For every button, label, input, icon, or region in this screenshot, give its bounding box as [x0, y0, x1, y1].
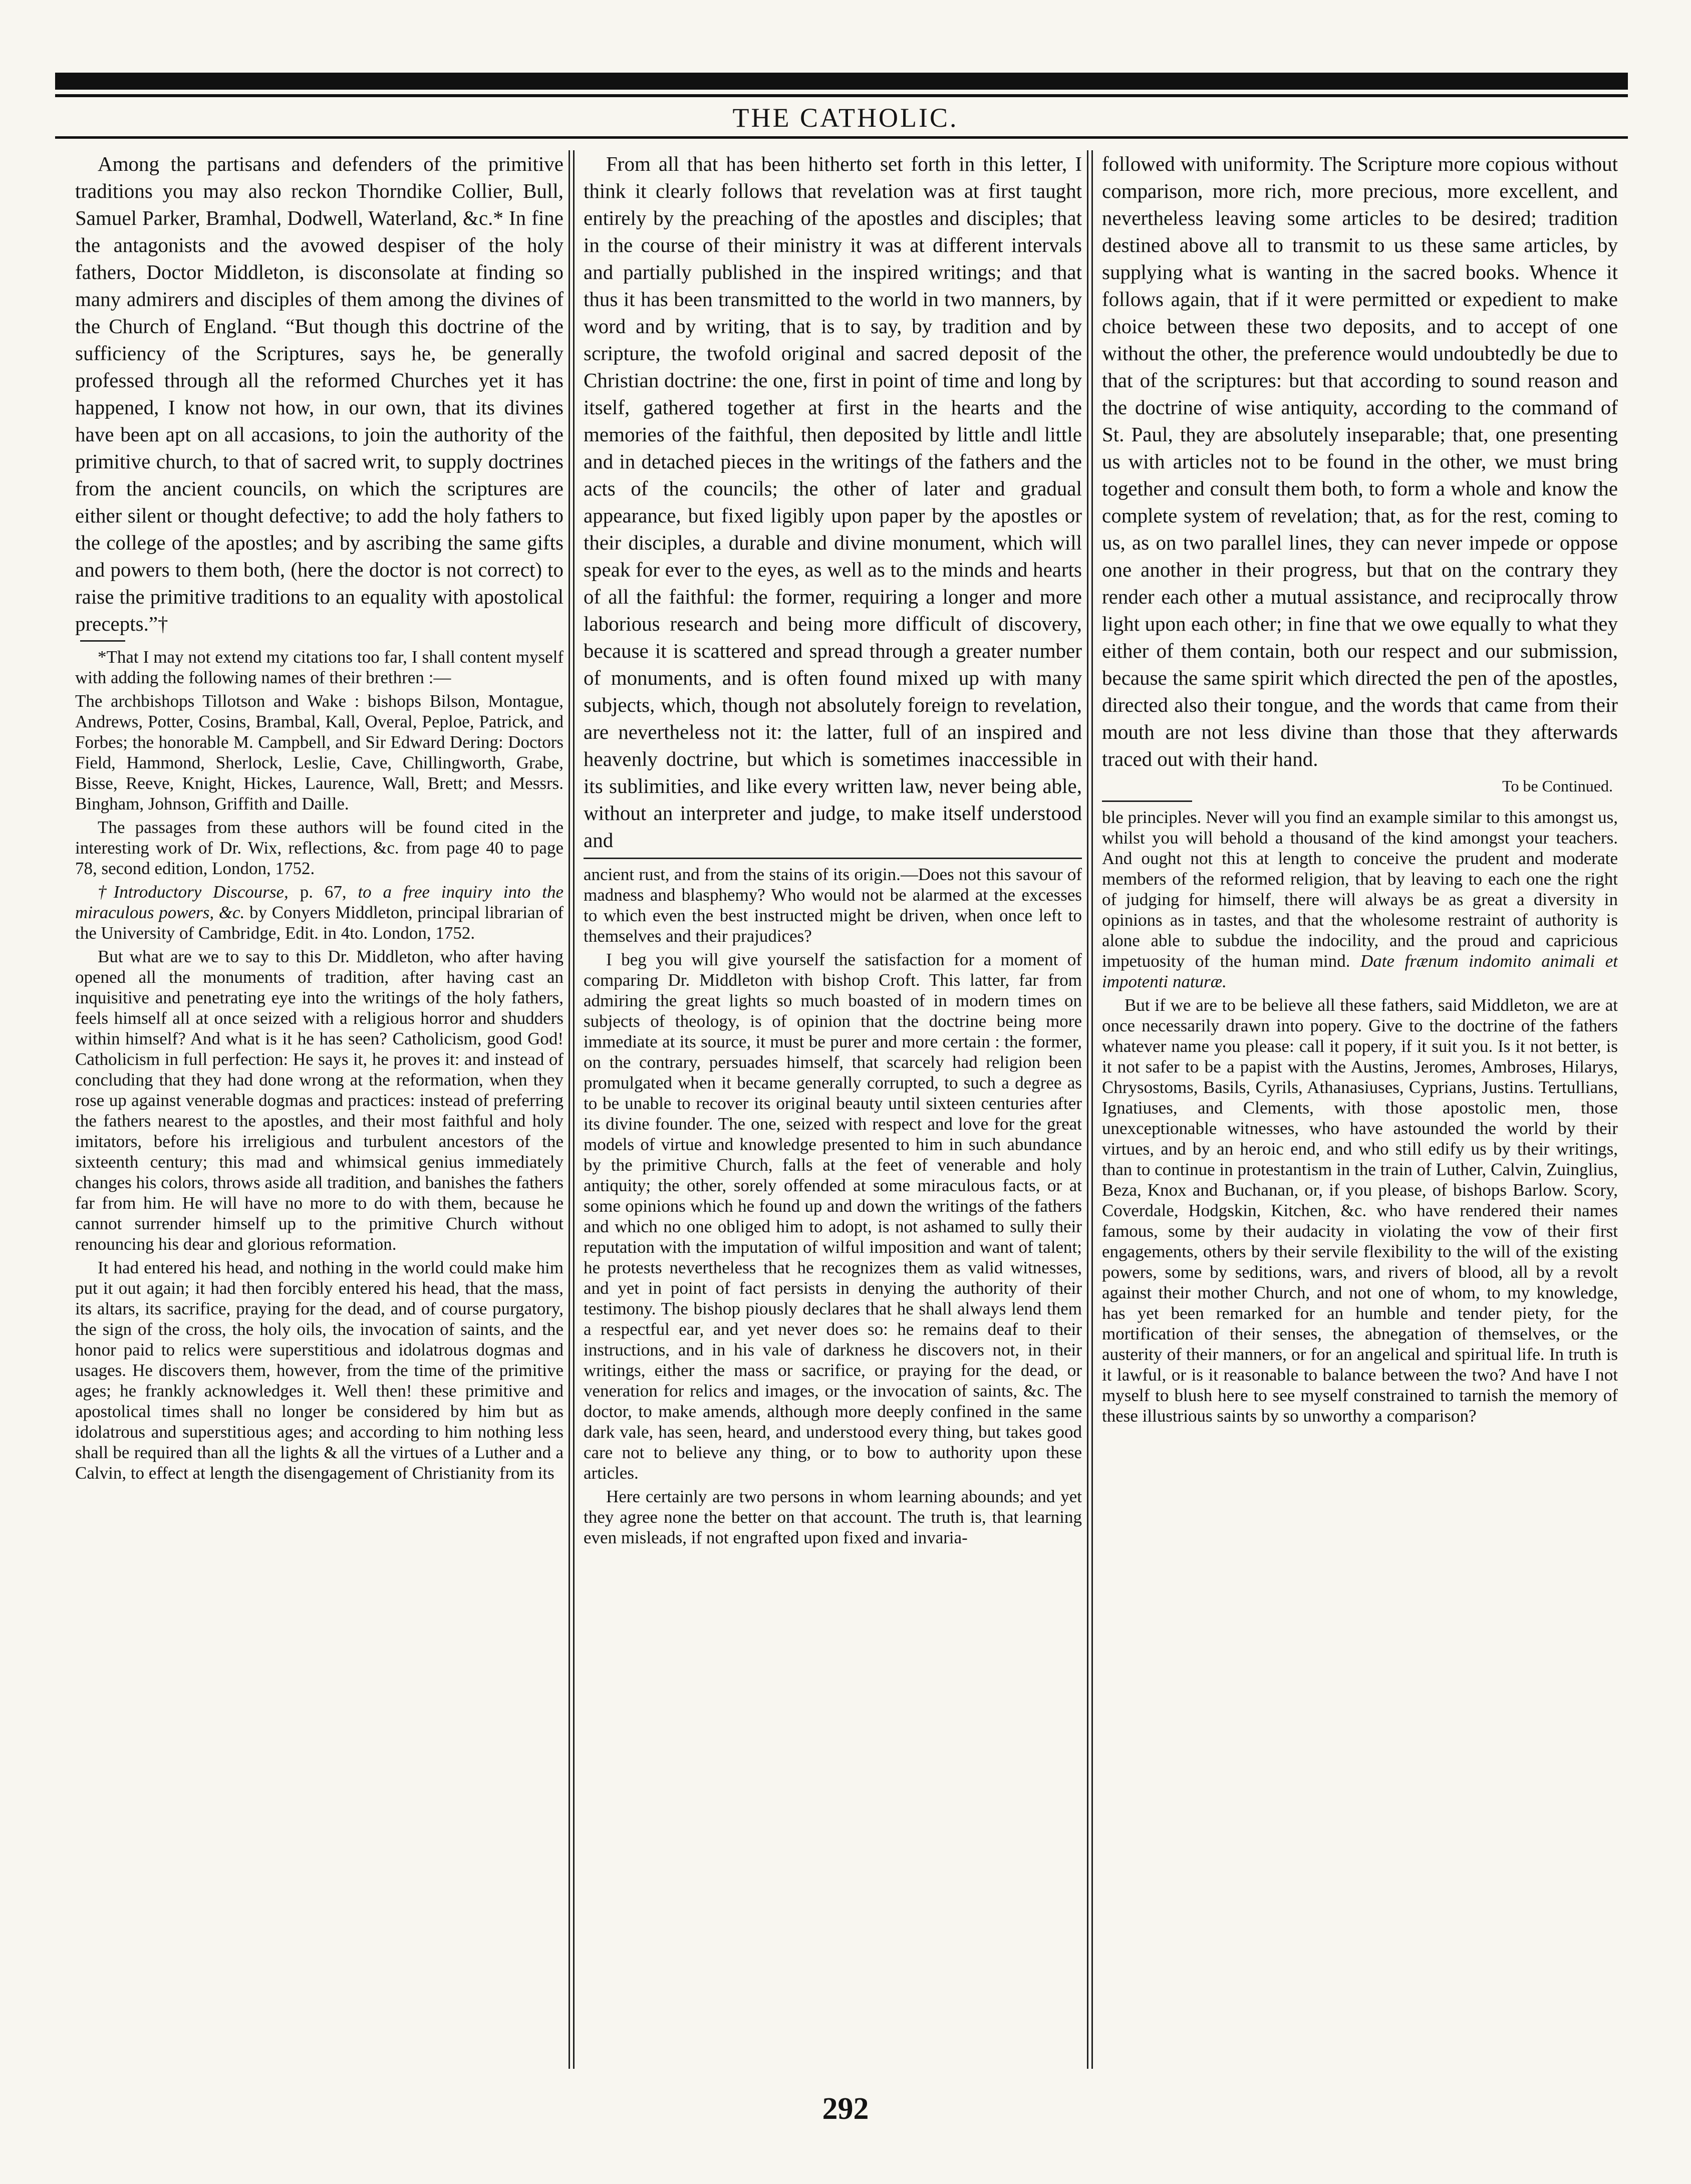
footnote-page-ref: p. 67, — [288, 882, 358, 902]
column-separator-right — [1087, 150, 1093, 2069]
col3-paragraph-3: But if we are to be believe all these fathers, said Middleton, we are at once necessarily drawn into popery. Give to the doctrine of the fathers whatever name you please: call it popery, if it suit you. Is it not better, is it not safer to be a papist with the Austins, Jeromes, Ambroses, Hilarys, Chrysostoms, Basils, Cyrils, Athanasiuses, Cyprians, Justins. Tertullians, Ignatiuses, and Clements, with those apostolic men, those unexceptionable witnesses, who have astounded the world by their virtues, and by an heroic end, and who still edify us by their writings, than to continue in protestantism in the train of Luther, Calvin, Zuinglius, Beza, Knox and Buchanan, or, if you please, of bishops Barlow. Scory, Coverdale, Hodgskin, Kitchen, &c. who have rendered their names famous, some by their audacity in violating the vow of their first engagements, others by their servile flexibility to the will of the existing powers, some by seditions, wars, and rivers of blood, all by a revolt against their mother Church, and not one of whom, to my knowledge, has yet been remarked for an humble and tender piety, for the mortification of their senses, the abnegation of themselves, or the austerity of their manners, or for an angelical and spiritual life. In truth is it lawful, or is it reasonable to balance between the two? And have I not myself to blush here to see myself constrained to tarnish the memory of these illustrious saints by so unworthy a comparison? — [1102, 995, 1618, 1426]
col2-paragraph-4: Here certainly are two persons in whom learning abounds; and yet they agree none the better on that account. The truth is, that learning even misleads, if not engrafted upon fixed and invaria- — [584, 1487, 1082, 1547]
to-be-continued: To be Continued. — [1502, 777, 1613, 795]
col3-paragraph-2 — [1102, 807, 1618, 992]
col1-paragraph-3: It had entered his head, and nothing in the world could make him put it out again; it had then forcibly entered his head, that the mass, its altars, its sacrifice, praying for the dead, and of course purgatory, the sign of the cross, the holy oils, the invocation of saints, and the honor paid to relics were superstitious and idolatrous dogmas and usages. He discovers them, however, from the time of the primitive ages; he frankly acknowledges it. Well then! these primitive and apostolical times shall no longer be considered by him but as idolatrous and superstitious ages; and according to him nothing less shall be required than all the lights & all the virtues of a Luther and a Calvin, to effect at length the disengagement of Christianity from its — [75, 1258, 563, 1483]
col2-paragraph-2: ancient rust, and from the stains of its origin.—Does not this savour of madness and blasphemy? Who would not be alarmed at the excesses to which even the best instructed might be driven, when once left to themselves and their prajudices? — [584, 865, 1082, 946]
footnote-subtitle-italic: to a free inquiry into the miraculous powers, &c. — [75, 882, 563, 922]
col3-section-rule — [1102, 800, 1192, 802]
masthead-under-rule — [55, 136, 1628, 139]
footnote-rest: by Conyers Middleton, principal librarian of the University of Cambridge, Edit. in 4to. London, 1752. — [75, 903, 563, 943]
column-separator-left — [569, 150, 575, 2069]
footnote-title-italic: †Introductory Discourse, — [98, 882, 289, 902]
col1-footnote-3: The passages from these authors will be found cited in the interesting work of Dr. Wix, reflections, &c. from page 40 to page 78, second edition, London, 1752. — [75, 817, 563, 878]
column-middle — [584, 150, 1082, 2079]
col2-section-rule — [584, 858, 1082, 859]
masthead-thin-rule — [55, 94, 1628, 97]
col3-paragraph-1: followed with uniformity. The Scripture more copious without comparison, more rich, more precious, more excellent, and nevertheless leaving some articles to be desired; tradition destined above all to transmit to us these same articles, by supplying what is wanting in the sacred books. Whence it follows again, that if it were permitted or expedient to make choice between these two deposits, and to accept of one without the other, the preference would undoubtedly be due to that of the scriptures: but that according to sound reason and the doctrine of wise antiquity, according to the command of St. Paul, they are absolutely inseparable; that, one presenting us with articles not to be found in the other, we must bring together and consult them both, to form a whole and know the complete system of revelation; that, as for the rest, coming to us, as on two parallel lines, they can never impede or oppose one another in their progress, but that on the contrary they render each other a mutual assistance, and reciprocally throw light upon each other; in fine that we owe equally to what they either of them contain, both our respect and our submission, because the same spirit which directed the pen of the apostles, directed also their tongue, and the words that came from their mouth are not less divine than those that they afterwards traced out with their hand. — [1102, 152, 1618, 770]
col1-paragraph-2: But what are we to say to this Dr. Middleton, who after having opened all the monuments of tradition, after having cast an inquisitive and penetrating eye into the writings of the holy fathers, feels himself all at once seized with a religious horror and shudders within himself? And what is it he has seen? Catholicism, good God! Catholicism in full perfection: He says it, he proves it: and instead of concluding that they had done wrong at the reformation, when they rose up against venerable dogmas and practices: instead of preferring the fathers nearest to the apostles, and their most faithful and holy imitators, before his irreligious and turbulent ancestors of the sixteenth century; this mad and whimsical genius immediately changes his colors, throws aside all tradition, and banishes the fathers far from him. He will have no more to do with them, because he cannot surrender himself up to the primitive Church without renouncing his dear and glorious reformation. — [75, 947, 563, 1254]
masthead-thick-rule — [55, 73, 1628, 90]
page-number: 292 — [822, 2092, 869, 2126]
col3-paragraph-2-text: ble principles. Never will you find an example similar to this amongst us, whilst you will behold a thousand of the kind amongst your teachers. And ought not this at length to conceive the prudent and moderate members of the reformed religion, that by leaving to each one the right of judging for himself, there will always be as great a diversity in opinions as in tastes, and that the wholesome restraint of authority is alone able to subdue the indocility, and the proud and capricious impetuosity of the human mind. — [1102, 807, 1618, 971]
col1-paragraph-1: Among the partisans and defenders of the primitive traditions you may also reckon Thorndike Collier, Bull, Samuel Parker, Bramhal, Dodwell, Waterland, &c.* In fine the antagonists and the avowed despiser of the holy fathers, Doctor Middleton, is disconsolate at finding so many admirers and disciples of them among the divines of the Church of England. “But though this doctrine of the sufficiency of the Scriptures, says he, be generally professed through all the reformed Churches yet it has happened, I know not how, in our own, that its divines have been apt on all accasions, to join the authority of the primitive church, to that of sacred writ, to supply doctrines from the ancient councils, on which the scriptures are either silent or thought defective; to add the holy fathers to the college of the apostles; and by ascribing the same gifts and powers to them both, (here the doctor is not correct) to raise the primitive traditions to an equality with apostolical precepts.”† — [75, 152, 563, 635]
footnote-rule — [80, 640, 125, 642]
masthead-title: THE CATHOLIC. — [732, 103, 959, 133]
col2-paragraph-3: I beg you will give yourself the satisfaction for a moment of comparing Dr. Middleton with bishop Croft. This latter, far from admiring the great lights so much boasted of in modern times on subjects of theology, is of opinion that the doctrine being more immediate at its source, it must be purer and more certain : the former, on the contrary, persuades himself, that scarcely had religion been promulgated when it became generally corrupted, to such a degree as to be unable to recover its original beauty until sixteen centuries after its divine founder. The one, seized with respect and love for the great models of virtue and knowledge presented to him in such abundance by the primitive Church, falls at the feet of venerable and holy antiquity; the other, sorely offended at some miraculous facts, or at some opinions which he found up and down the writings of the fathers and which no one obliged him to adopt, is not ashamed to sully their reputation with the imputation of wilful imposition and want of talent; he protests nevertheless that he recognizes them as valid witnesses, and yet in point of fact persists in denying the authority of their testimony. The bishop piously declares that he shall always lend them a respectful ear, and yet never does so: he remains deaf to their instructions, and in his vale of darkness he discovers not, in their writings, either the mass or sacrifice, or praying for the dead, or veneration for relics and images, or the invocation of saints, &c. The doctor, to make amends, although more deeply confined in the same dark vale, has seen, heard, and understood every thing, but takes good care not to believe any thing, or to bow to authority upon these articles. — [584, 950, 1082, 1483]
col2-paragraph-1: From all that has been hitherto set forth in this letter, I think it clearly follows that revelation was at first taught entirely by the preaching of the apostles and disciples; that in the course of their ministry it was at different intervals and partially published in the inspired writings; and that thus it has been transmitted to the world in two manners, by word and by writing, that is to say, by tradition and by scripture, the twofold original and sacred deposit of the Christian doctrine: the one, first in point of time and long by itself, gathered together at first in the hearts and the memories of the faithful, then deposited by little andl little and in detached pieces in the writings of the fathers and the acts of the councils; the other of later and gradual appearance, but fixed ligibly upon paper by the apostles or their disciples, a durable and divine monument, which will speak for ever to the eyes, as well as to the minds and hearts of all the faithful: the former, requiring a longer and more laborious research and being more difficult of discovery, because it is scattered and spread through a greater number of monuments, and is often found mixed up with many subjects, which, though not absolutely foreign to revelation, are nevertheless not it: the latter, full of an inspired and heavenly doctrine, but which is sometimes inaccessible in its sublimities, and like every written law, never being able, without an interpreter and judge, to make itself understood and — [584, 152, 1082, 852]
column-right — [1102, 150, 1618, 2079]
column-left — [75, 150, 563, 2079]
col1-footnote-4 — [75, 882, 563, 943]
latin-quote: Date frænum indomito animali et impotenti naturæ. — [1102, 951, 1618, 991]
col1-footnote-2: The archbishops Tillotson and Wake : bishops Bilson, Montague, Andrews, Potter, Cosins, Brambal, Kall, Overal, Peploe, Patrick, and Forbes; the honorable M. Campbell, and Sir Edward Dering: Doctors Field, Hammond, Sherlock, Leslie, Cave, Chillingworth, Grabe, Bisse, Reeve, Knight, Hickes, Laurence, Wall, Brett; and Messrs. Bingham, Johnson, Griffith and Daille. — [75, 691, 563, 813]
col1-footnote-1: *That I may not extend my citations too far, I shall content myself with adding the following names of their brethren :— — [75, 647, 563, 687]
